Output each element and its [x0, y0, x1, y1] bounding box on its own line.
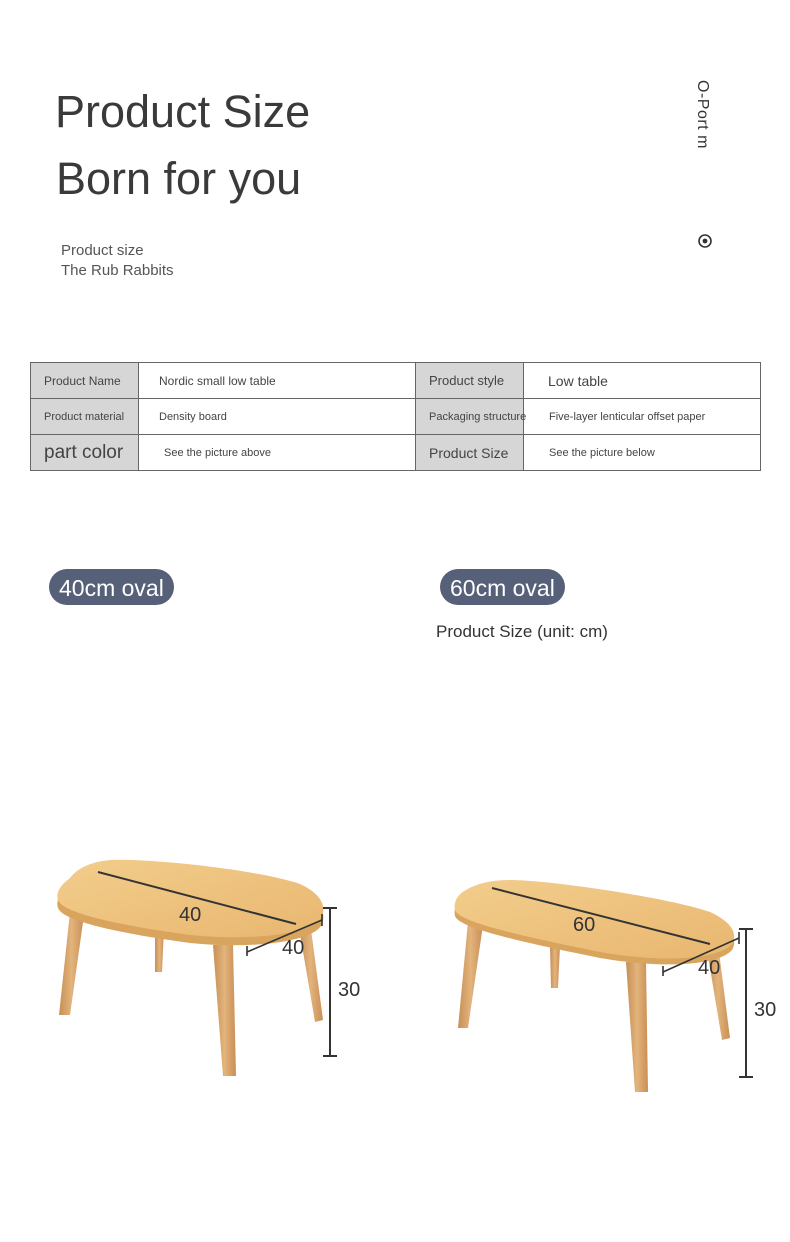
spec-value-packaging-structure: Five-layer lenticular offset paper — [524, 399, 761, 435]
spec-value-product-style: Low table — [524, 363, 761, 399]
spec-table — [30, 362, 761, 471]
badge-40cm-oval: 40cm oval — [49, 569, 174, 605]
table-row — [31, 363, 761, 399]
spec-value-product-size: See the picture below — [524, 435, 761, 471]
dim-height-label: 30 — [338, 979, 361, 1001]
unit-note: Product Size (unit: cm) — [436, 622, 608, 641]
page-tagline: Born for you — [56, 153, 302, 204]
dim-length-label: 40 — [179, 904, 202, 926]
spec-label-product-name: Product Name — [31, 363, 139, 399]
table-image-60cm — [390, 860, 785, 1120]
brand-vertical-text: O-Port m — [694, 80, 711, 149]
dim-width-label: 40 — [698, 957, 721, 979]
target-icon — [697, 233, 713, 249]
spec-label-product-style: Product style — [416, 363, 524, 399]
dim-height-label: 30 — [754, 999, 777, 1021]
subtitle-brand: The Rub Rabbits — [61, 262, 174, 279]
badge-60cm-oval: 60cm oval — [440, 569, 565, 605]
spec-value-product-name: Nordic small low table — [139, 363, 416, 399]
table-image-40cm — [0, 840, 395, 1100]
subtitle-product-size: Product size — [61, 242, 144, 259]
spec-label-packaging-structure: Packaging structure — [416, 399, 524, 435]
spec-value-product-material: Density board — [139, 399, 416, 435]
dim-length-label: 60 — [573, 914, 596, 936]
spec-label-part-color: part color — [31, 435, 139, 471]
table-row — [31, 399, 761, 435]
spec-value-part-color: See the picture above — [139, 435, 416, 471]
spec-label-product-material: Product material — [31, 399, 139, 435]
dim-width-label: 40 — [282, 937, 305, 959]
page-title: Product Size — [55, 86, 311, 137]
spec-label-product-size: Product Size — [416, 435, 524, 471]
table-row — [31, 435, 761, 471]
